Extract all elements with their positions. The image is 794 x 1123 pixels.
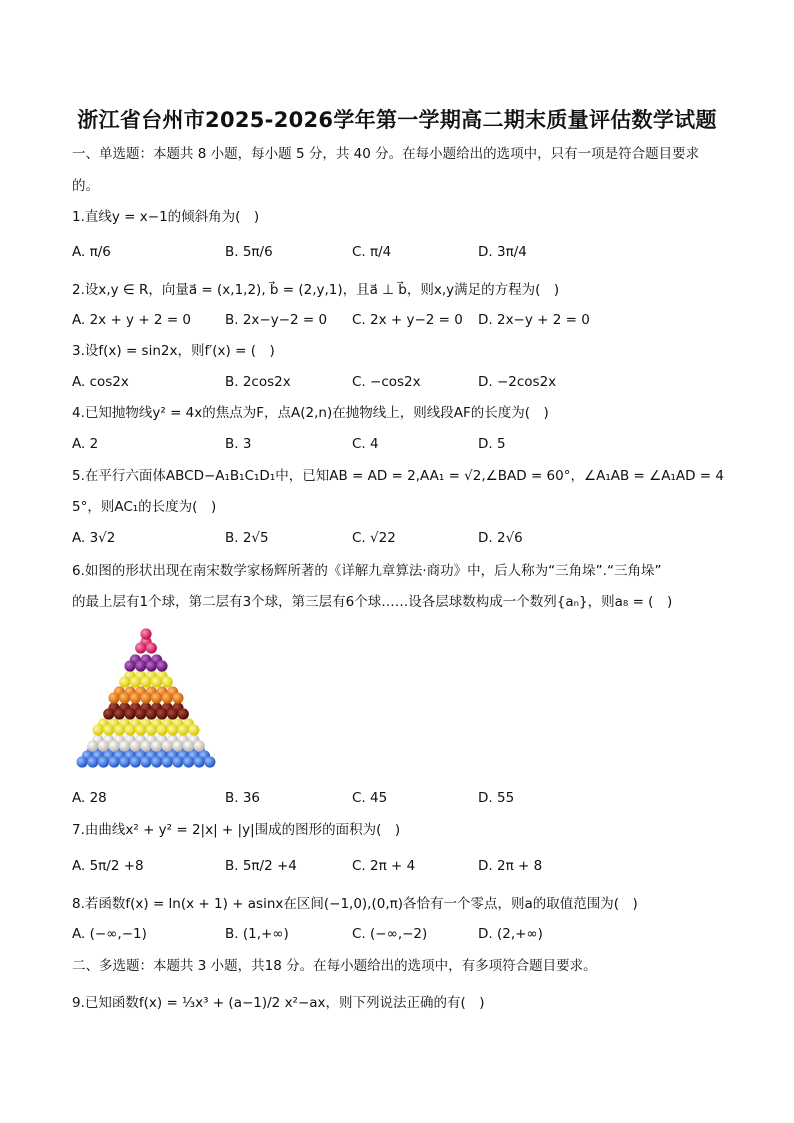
question-2-options	[72, 312, 722, 332]
ball	[108, 692, 119, 703]
ball	[151, 676, 162, 687]
ball	[162, 740, 173, 751]
option-c: C. 2x + y−2 = 0	[352, 312, 463, 328]
option-d: D. 55	[478, 790, 515, 806]
option-a: A. π/6	[72, 244, 111, 260]
ball	[124, 724, 135, 735]
ball	[146, 642, 157, 653]
ball	[151, 692, 162, 703]
option-c: C. −cos2x	[352, 374, 421, 390]
question-6-stem-cont: 的最上层有1个球，第二层有3个球，第三层有6个球……设各层球数构成一个数列{aₙ}，则a₈ = ( )	[72, 594, 673, 610]
ball	[162, 692, 173, 703]
section1-heading: 一、单选题：本题共 8 小题，每小题 5 分，共 40 分。在每小题给出的选项中，只有一项是符合题目要求	[72, 146, 700, 162]
option-b: B. 5π/6	[225, 244, 273, 260]
stacked-balls	[77, 628, 216, 767]
option-a: A. (−∞,−1)	[72, 926, 147, 942]
question-5-stem-cont: 5°，则AC₁的长度为( )	[72, 499, 217, 515]
ball	[167, 724, 178, 735]
ball	[114, 708, 125, 719]
ball	[98, 740, 109, 751]
ball	[114, 724, 125, 735]
question-1-options	[72, 244, 722, 264]
option-c: C. (−∞,−2)	[352, 926, 428, 942]
ball	[87, 740, 98, 751]
ball	[119, 756, 130, 767]
option-a: A. 28	[72, 790, 107, 806]
ball	[103, 708, 114, 719]
ball	[151, 740, 162, 751]
ball	[172, 740, 183, 751]
page-title: 浙江省台州市2025-2026学年第一学期高二期末质量评估数学试题	[77, 108, 717, 132]
option-d: D. 2√6	[478, 530, 523, 546]
ball	[130, 676, 141, 687]
ball	[172, 692, 183, 703]
question-6-options	[72, 790, 722, 810]
ball	[146, 708, 157, 719]
ball	[146, 660, 157, 671]
ball	[194, 756, 205, 767]
section2-heading: 二、多选题：本题共 3 小题，共18 分。在每小题给出的选项中，有多项符合题目要求。	[72, 958, 597, 974]
option-a: A. 2x + y + 2 = 0	[72, 312, 192, 328]
ball	[103, 724, 114, 735]
ball	[124, 660, 135, 671]
ball	[130, 692, 141, 703]
ball	[135, 642, 146, 653]
ball	[156, 660, 167, 671]
option-a: A. 3√2	[72, 530, 116, 546]
ball	[146, 724, 157, 735]
option-a: A. 2	[72, 436, 99, 452]
ball	[156, 724, 167, 735]
ball	[162, 676, 173, 687]
top-ball	[140, 628, 151, 639]
ball	[119, 740, 130, 751]
ball	[162, 756, 173, 767]
question-9-stem: 9.已知函数f(x) = ⅓x³ + (a−1)/2 x²−ax，则下列说法正确的有( )	[72, 995, 485, 1011]
ball	[178, 724, 189, 735]
ball	[77, 756, 88, 767]
ball	[183, 740, 194, 751]
option-d: D. 3π/4	[478, 244, 527, 260]
option-d: D. (2,+∞)	[478, 926, 543, 942]
option-b: B. 2x−y−2 = 0	[225, 312, 328, 328]
ball	[124, 708, 135, 719]
ball	[140, 676, 151, 687]
triangular-pile-figure	[76, 626, 216, 774]
option-d: D. −2cos2x	[478, 374, 557, 390]
option-b: B. 2cos2x	[225, 374, 291, 390]
option-c: C. √22	[352, 530, 396, 546]
question-5-options	[72, 530, 722, 550]
option-b: B. 3	[225, 436, 252, 452]
ball	[130, 756, 141, 767]
ball	[140, 740, 151, 751]
question-3-options	[72, 374, 722, 394]
ball	[98, 756, 109, 767]
ball	[194, 740, 205, 751]
ball	[119, 676, 130, 687]
ball	[135, 660, 146, 671]
ball	[188, 724, 199, 735]
ball	[183, 756, 194, 767]
option-c: C. 4	[352, 436, 379, 452]
ball	[167, 708, 178, 719]
question-2-stem: 2.设x,y ∈ R，向量a⃗ = (x,1,2), b⃗ = (2,y,1)，且a⃗ ⊥ b⃗，则x,y满足的方程为( )	[72, 282, 560, 298]
option-c: C. 2π + 4	[352, 858, 416, 874]
ball	[108, 740, 119, 751]
ball	[87, 756, 98, 767]
option-b: B. 5π/2 +4	[225, 858, 297, 874]
option-c: C. 45	[352, 790, 388, 806]
option-d: D. 2π + 8	[478, 858, 543, 874]
ball	[172, 756, 183, 767]
question-8-stem: 8.若函数f(x) = ln(x + 1) + asinx在区间(−1,0),(0,π)各恰有一个零点，则a的取值范围为( )	[72, 896, 638, 912]
option-a: A. 5π/2 +8	[72, 858, 144, 874]
ball	[178, 708, 189, 719]
option-b: B. 2√5	[225, 530, 269, 546]
question-7-options	[72, 858, 722, 878]
option-b: B. (1,+∞)	[225, 926, 289, 942]
ball	[135, 724, 146, 735]
section1-heading-cont: 的。	[72, 178, 99, 194]
option-a: A. cos2x	[72, 374, 129, 390]
question-1-stem: 1.直线y = x−1的倾斜角为( )	[72, 209, 260, 225]
ball	[93, 724, 104, 735]
question-4-options	[72, 436, 722, 456]
option-d: D. 5	[478, 436, 506, 452]
ball	[140, 692, 151, 703]
question-7-stem: 7.由曲线x² + y² = 2|x| + |y|围成的图形的面积为( )	[72, 822, 401, 838]
question-3-stem: 3.设f(x) = sin2x，则f′(x) = ( )	[72, 343, 275, 359]
question-5-stem: 5.在平行六面体ABCD−A₁B₁C₁D₁中，已知AB = AD = 2,AA₁ = √2,∠BAD = 60°，∠A₁AB = ∠A₁AD = 4	[72, 468, 724, 484]
ball	[135, 708, 146, 719]
ball	[119, 692, 130, 703]
ball	[204, 756, 215, 767]
ball	[130, 740, 141, 751]
ball	[108, 756, 119, 767]
option-d: D. 2x−y + 2 = 0	[478, 312, 590, 328]
option-b: B. 36	[225, 790, 261, 806]
question-8-options	[72, 926, 722, 946]
ball	[140, 756, 151, 767]
question-4-stem: 4.已知抛物线y² = 4x的焦点为F，点A(2,n)在抛物线上，则线段AF的长度为( )	[72, 405, 549, 421]
question-6-stem: 6.如图的形状出现在南宋数学家杨辉所著的《详解九章算法·商功》中，后人称为“三角垛”.“三角垛”	[72, 563, 662, 579]
ball	[156, 708, 167, 719]
ball	[151, 756, 162, 767]
option-c: C. π/4	[352, 244, 392, 260]
